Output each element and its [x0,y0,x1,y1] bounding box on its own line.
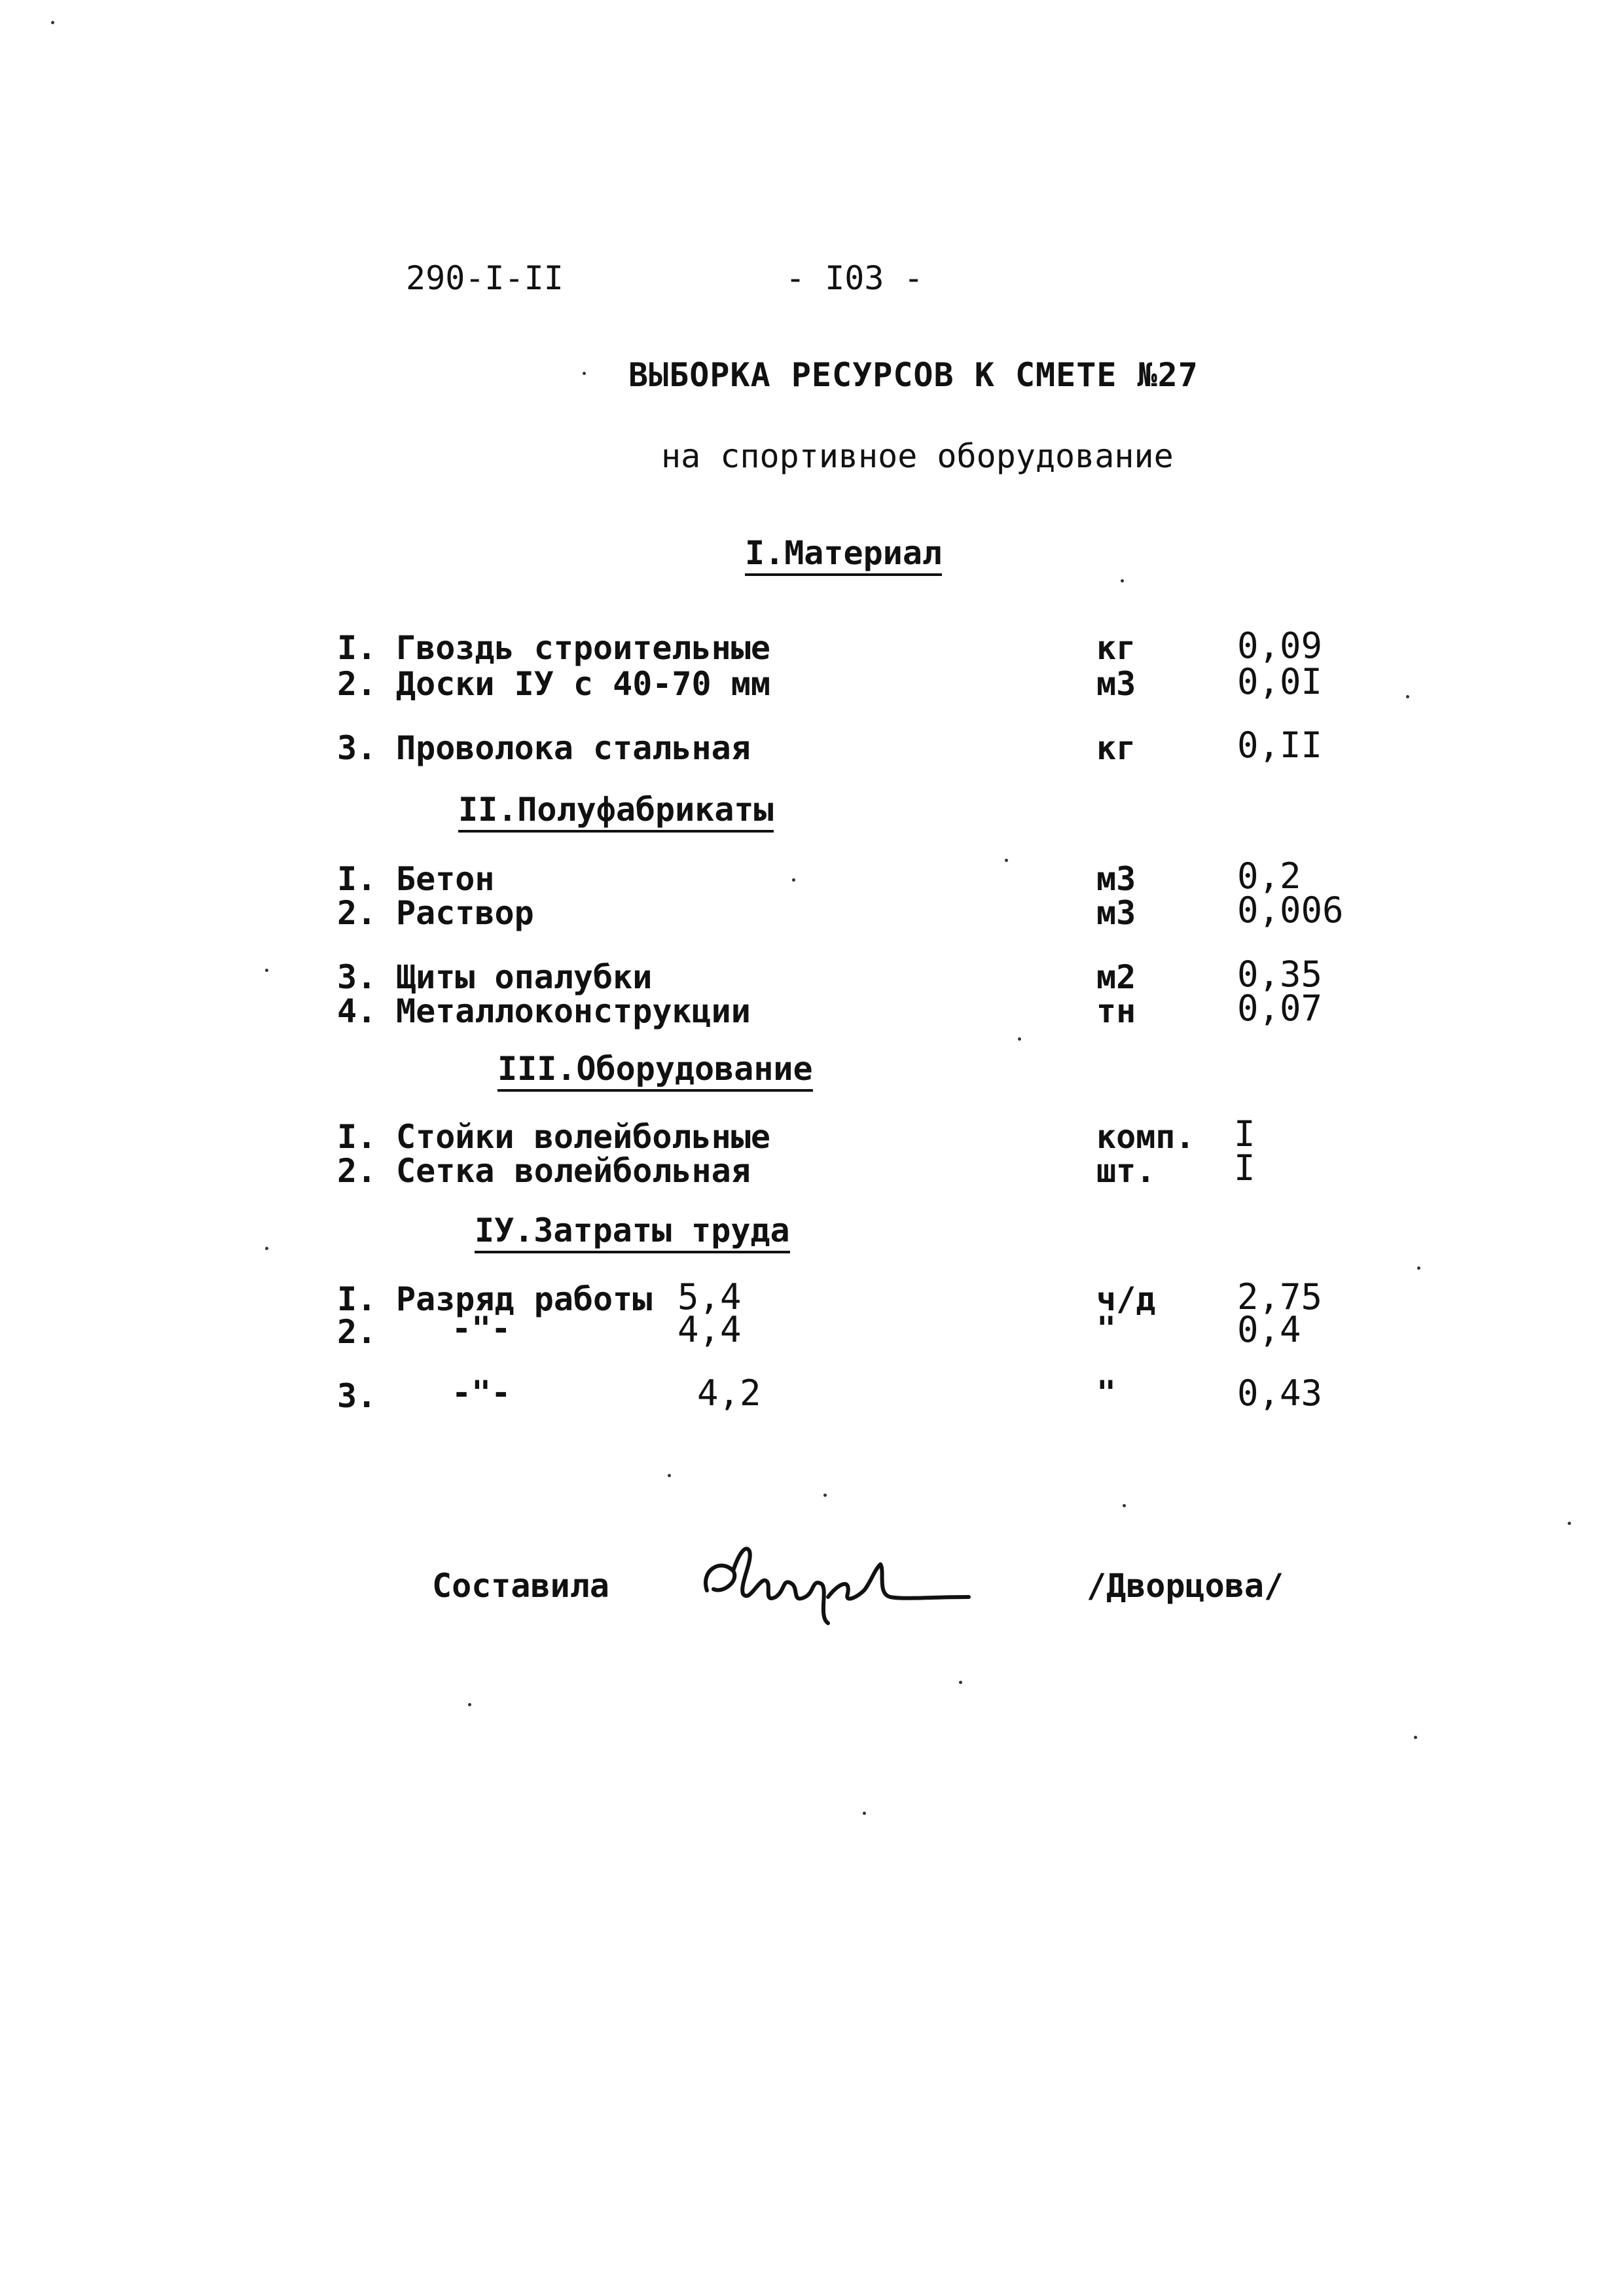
item-unit: м3 [1096,894,1136,932]
item-unit: кг [1096,629,1136,667]
signer-name: /Дворцова/ [1087,1567,1284,1605]
item-value: 0,09 [1237,625,1323,666]
item-number: I. [337,1280,377,1318]
item-name: Металлоконструкции [396,992,751,1030]
item-unit: м3 [1096,665,1136,703]
handwritten-signature [694,1532,995,1636]
item-unit: " [1096,1310,1117,1348]
item-unit: тн [1096,992,1136,1030]
item-name: Гвоздь строительные [396,629,770,667]
item-value: 0,35 [1237,954,1323,995]
item-value: 0,0I [1237,661,1323,702]
item-number: I. [337,629,377,667]
section-heading-semi-finished: II.Полуфабрикаты [458,793,774,833]
item-value: I [1234,1113,1255,1155]
item-value: 2,75 [1237,1276,1323,1318]
item-value: 0,006 [1237,889,1344,931]
signature-label: Составила [432,1567,609,1605]
page-subtitle: на спортивное оборудование [661,437,1174,475]
item-value: 0,II [1237,725,1323,766]
item-unit: шт. [1096,1152,1156,1190]
scan-speck [1568,1522,1571,1525]
item-unit: м2 [1096,958,1136,996]
item-name: Стойки волейбольные [396,1118,770,1156]
item-grade: 4,4 [677,1309,742,1350]
document-code: 290-I-II [406,259,564,297]
scan-speck [468,1703,471,1706]
page-number: - I03 - [785,259,924,297]
item-name: -"- [452,1374,511,1412]
item-name: Сетка волейбольная [396,1152,751,1190]
scan-speck [1414,1736,1417,1739]
scan-speck [823,1494,827,1497]
scan-speck [1417,1266,1420,1270]
scan-speck [1018,1037,1021,1041]
item-name: -"- [452,1310,511,1348]
item-number: 3. [337,958,377,996]
item-number: 3. [337,1377,377,1415]
section-heading-equipment: III.Оборудование [497,1052,813,1092]
item-unit: кг [1096,729,1136,767]
item-number: I. [337,860,377,898]
item-name: Проволока стальная [396,729,751,767]
section-heading-materials: I.Материал [745,537,942,576]
scan-speck [959,1681,962,1684]
scan-speck [1005,859,1008,862]
scan-speck [265,1247,268,1250]
item-value: 0,2 [1237,855,1301,897]
scan-speck [1406,695,1409,698]
item-number: 2. [337,894,377,932]
item-unit: " [1096,1374,1117,1412]
item-value: 0,07 [1237,988,1323,1029]
item-unit: ч/д [1096,1280,1156,1318]
item-name: Доски IУ с 40-70 мм [396,665,770,703]
item-number: I. [337,1118,377,1156]
item-grade: 4,2 [697,1372,761,1414]
scan-speck [1121,579,1124,583]
scan-speck [265,969,268,972]
item-number: 2. [337,665,377,703]
item-number: 4. [337,992,377,1030]
item-value: 0,4 [1237,1309,1301,1350]
item-number: 2. [337,1152,377,1190]
item-unit: м3 [1096,860,1136,898]
scan-speck [863,1812,866,1815]
item-value: I [1234,1147,1255,1189]
item-number: 2. [337,1313,377,1351]
scan-speck [1123,1504,1126,1507]
scan-speck [583,372,586,375]
scan-speck [668,1474,671,1477]
item-unit: комп. [1096,1118,1195,1156]
item-name: Разряд работы [396,1280,653,1318]
scan-speck [51,21,54,24]
item-value: 0,43 [1237,1372,1323,1414]
page-title: ВЫБОРКА РЕСУРСОВ К СМЕТЕ №27 [628,356,1199,394]
item-name: Раствор [396,894,534,932]
section-heading-labor: IУ.Затраты труда [475,1214,790,1253]
item-grade: 5,4 [677,1276,742,1318]
item-number: 3. [337,729,377,767]
item-name: Бетон [396,860,495,898]
scan-speck [792,878,795,882]
item-name: Щиты опалубки [396,958,653,996]
